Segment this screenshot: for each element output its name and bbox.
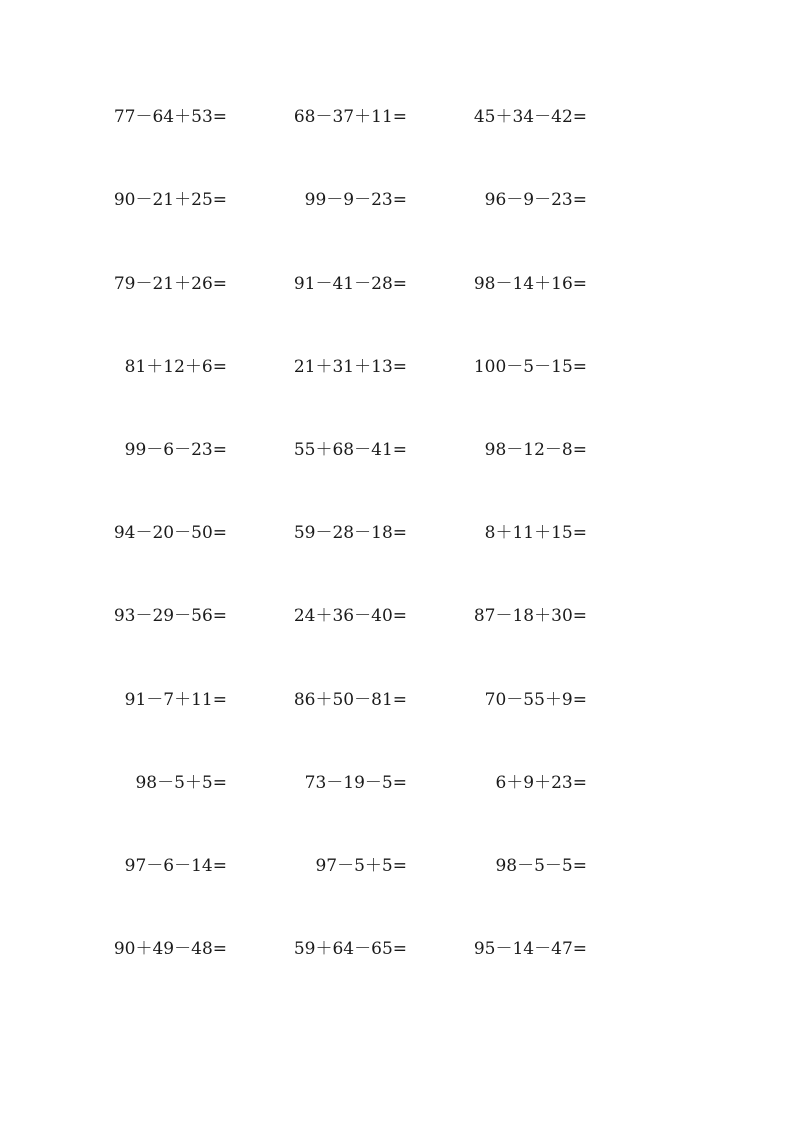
- problem-row: [0, 272, 794, 296]
- math-problem: 98－12－8=: [484, 440, 587, 460]
- math-problem: 95－14－47=: [473, 939, 587, 959]
- math-problem: 99－9－23=: [304, 190, 407, 210]
- math-problem: 81＋12＋6=: [124, 357, 227, 377]
- problem-row: [0, 604, 794, 628]
- math-problem: 90－21＋25=: [113, 190, 227, 210]
- math-problem: 59－28－18=: [293, 523, 407, 543]
- math-problem: 77－64＋53=: [113, 107, 227, 127]
- math-problem: 79－21＋26=: [113, 274, 227, 294]
- math-problem: 97－6－14=: [124, 856, 227, 876]
- math-problem: 87－18＋30=: [473, 606, 587, 626]
- math-problem: 45＋34－42=: [473, 107, 587, 127]
- problem-row: [0, 438, 794, 462]
- problem-row: [0, 355, 794, 379]
- math-problem: 91－41－28=: [293, 274, 407, 294]
- math-problem: 21＋31＋13=: [293, 357, 407, 377]
- problem-row: [0, 937, 794, 961]
- math-problem: 99－6－23=: [124, 440, 227, 460]
- math-problem: 8＋11＋15=: [484, 523, 587, 543]
- problem-row: [0, 188, 794, 212]
- math-problem: 93－29－56=: [113, 606, 227, 626]
- math-problem: 98－5＋5=: [135, 773, 227, 793]
- math-problem: 73－19－5=: [304, 773, 407, 793]
- math-problem: 24＋36－40=: [293, 606, 407, 626]
- math-problem: 94－20－50=: [113, 523, 227, 543]
- math-problem: 70－55＋9=: [484, 690, 587, 710]
- problem-row: [0, 521, 794, 545]
- math-problem: 96－9－23=: [484, 190, 587, 210]
- math-problem: 100－5－15=: [473, 357, 587, 377]
- math-problem: 98－14＋16=: [473, 274, 587, 294]
- math-problem: 68－37＋11=: [293, 107, 407, 127]
- math-problem: 98－5－5=: [495, 856, 587, 876]
- problem-row: [0, 854, 794, 878]
- math-problem: 97－5＋5=: [315, 856, 407, 876]
- problem-row: [0, 688, 794, 712]
- math-problem: 6＋9＋23=: [495, 773, 587, 793]
- math-problem: 55＋68－41=: [293, 440, 407, 460]
- math-problem: 90＋49－48=: [113, 939, 227, 959]
- math-problem: 59＋64－65=: [293, 939, 407, 959]
- problem-row: [0, 771, 794, 795]
- math-problem: 86＋50－81=: [293, 690, 407, 710]
- problem-row: [0, 105, 794, 129]
- math-problem: 91－7＋11=: [124, 690, 227, 710]
